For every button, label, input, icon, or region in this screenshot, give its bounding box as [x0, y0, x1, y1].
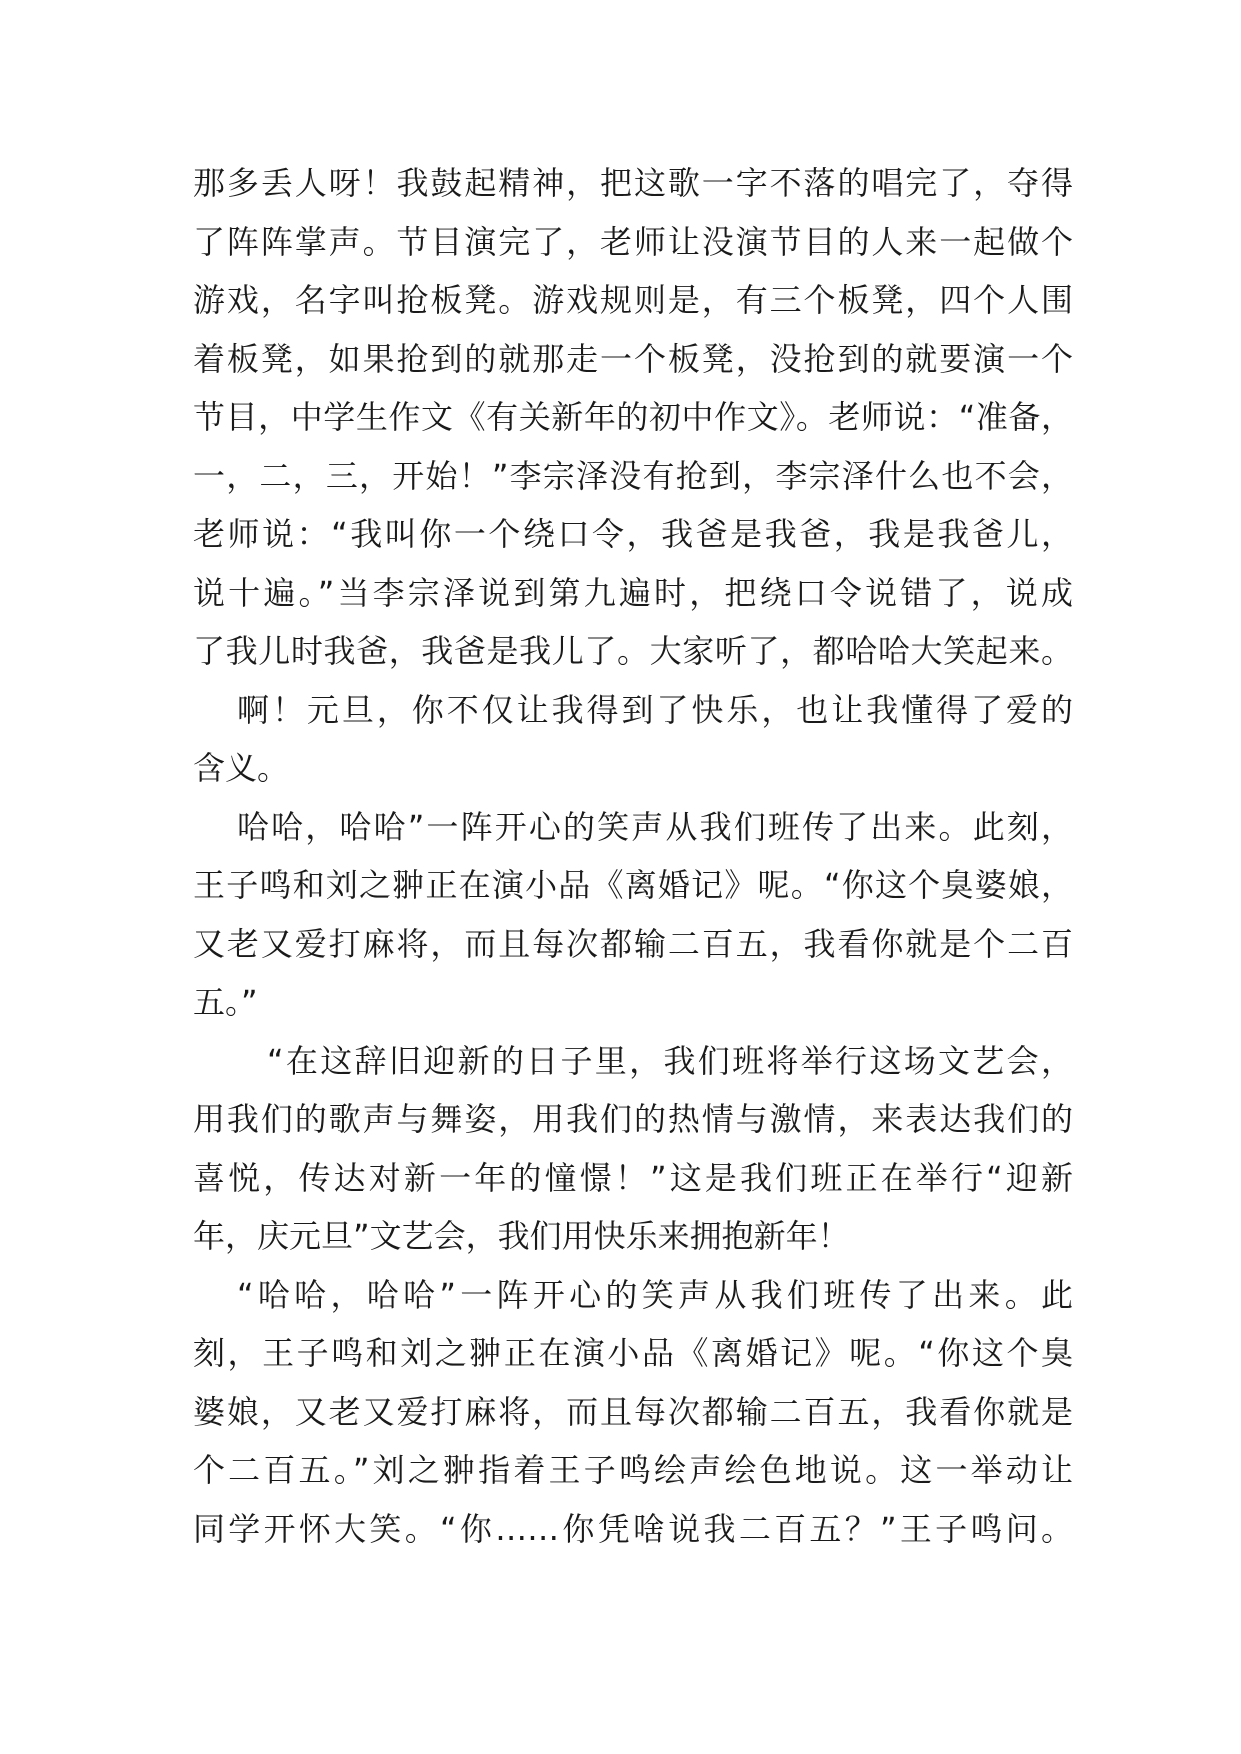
text-line: 用我们的歌声与舞姿，用我们的热情与激情，来表达我们的	[193, 1100, 1073, 1138]
text-line: 那多丢人呀！我鼓起精神，把这歌一字不落的唱完了，夺得	[193, 164, 1073, 202]
text-line: 着板凳，如果抢到的就那走一个板凳，没抢到的就要演一个	[193, 339, 1073, 378]
paragraph-first-line: 哈哈，哈哈”一阵开心的笑声从我们班传了出来。此刻，	[237, 807, 1073, 846]
text-line: 五。”	[193, 983, 258, 1021]
paragraph-first-line: “在这辞旧迎新的日子里，我们班将举行这场文艺会，	[267, 1041, 1073, 1080]
text-line: 王子鸣和刘之翀正在演小品《离婚记》呢。“你这个臭婆娘，	[193, 866, 1073, 904]
paragraph-first-line: 啊！元旦，你不仅让我得到了快乐，也让我懂得了爱的	[237, 690, 1073, 729]
text-line: 年，庆元旦”文艺会，我们用快乐来拥抱新年！	[193, 1217, 850, 1255]
text-line: 说十遍。”当李宗泽说到第九遍时，把绕口令说错了，说成	[193, 573, 1073, 612]
text-line: 婆娘，又老又爱打麻将，而且每次都输二百五，我看你就是	[193, 1392, 1073, 1431]
text-line: 节目，中学生作文《有关新年的初中作文》。老师说：“准备，	[193, 398, 1073, 436]
text-line: 了阵阵掌声。节目演完了，老师让没演节目的人来一起做个	[193, 222, 1073, 261]
text-line: 游戏，名字叫抢板凳。游戏规则是，有三个板凳，四个人围	[193, 281, 1073, 319]
text-line: 个二百五。”刘之翀指着王子鸣绘声绘色地说。这一举动让	[193, 1451, 1073, 1489]
text-line: 老师说：“我叫你一个绕口令，我爸是我爸，我是我爸儿，	[193, 515, 1073, 553]
text-line: 含义。	[193, 749, 290, 787]
text-line: 了我儿时我爸，我爸是我儿了。大家听了，都哈哈大笑起来。	[193, 632, 1073, 670]
text-line: 同学开怀大笑。“你……你凭啥说我二百五？”王子鸣问。	[193, 1509, 1073, 1548]
paragraph-first-line: “哈哈，哈哈”一阵开心的笑声从我们班传了出来。此	[237, 1275, 1073, 1314]
body-text	[193, 154, 1073, 1558]
text-line: 又老又爱打麻将，而且每次都输二百五，我看你就是个二百	[193, 924, 1073, 963]
text-line: 一，二，三，开始！”李宗泽没有抢到，李宗泽什么也不会，	[193, 456, 1073, 495]
text-line: 刻，王子鸣和刘之翀正在演小品《离婚记》呢。“你这个臭	[193, 1334, 1073, 1372]
text-line: 喜悦，传达对新一年的憧憬！”这是我们班正在举行“迎新	[193, 1158, 1073, 1197]
